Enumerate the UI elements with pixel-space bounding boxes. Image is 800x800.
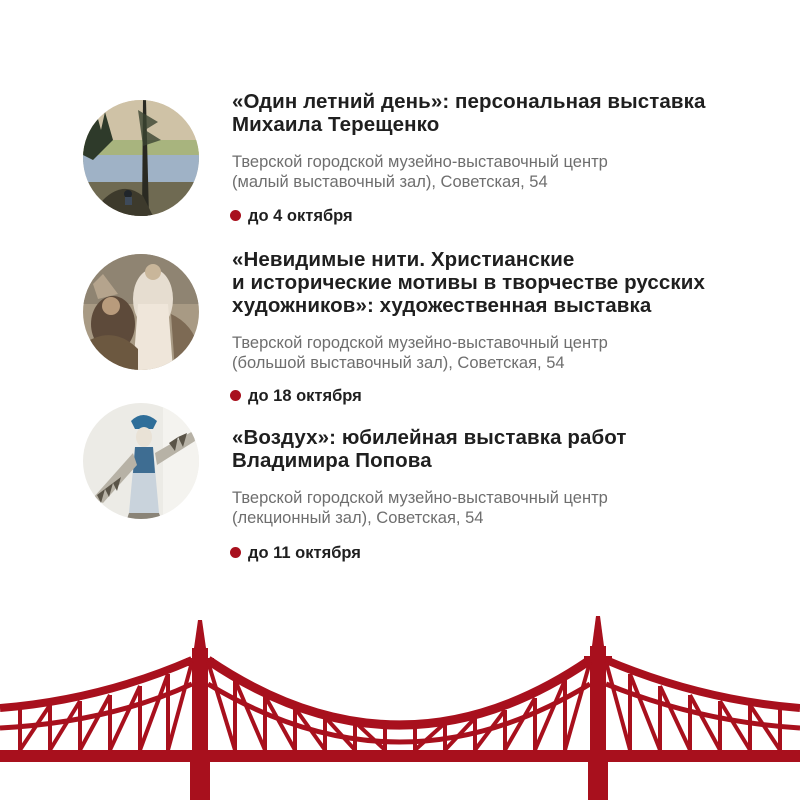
event-title: [232, 248, 772, 317]
bridge-deck: [0, 750, 800, 762]
event-title-line: художников»: художественная выставка: [232, 294, 652, 317]
bullet-icon: [230, 390, 241, 401]
bullet-icon: [230, 210, 241, 221]
event-title: [232, 426, 772, 472]
event-date: [230, 386, 362, 406]
bullet-icon: [230, 547, 241, 558]
event-title-line: «Один летний день»: персональная выставка: [232, 90, 706, 113]
event-thumbnail-sculpture: [83, 403, 199, 519]
event-title: [232, 90, 772, 136]
event-title-line: Владимира Попова: [232, 449, 432, 472]
bridge-spire-left: [194, 620, 206, 648]
event-venue: [232, 333, 772, 373]
event-text: [232, 248, 772, 373]
event-thumbnail-landscape: [83, 100, 199, 216]
event-venue-line: (малый выставочный зал), Советская, 54: [232, 173, 548, 191]
event-venue-line: Тверской городской музейно-выставочный центр: [232, 153, 608, 171]
event-date-text: до 4 октября: [248, 207, 353, 225]
event-date-text: до 18 октября: [248, 387, 362, 405]
event-venue-line: Тверской городской музейно-выставочный центр: [232, 334, 608, 352]
bridge-spire-right: [592, 616, 604, 646]
event-title-line: и исторические мотивы в творчестве русских: [232, 271, 705, 294]
bridge-illustration: [0, 600, 800, 800]
event-thumbnail-painting: [83, 254, 199, 370]
event-venue: [232, 488, 772, 528]
event-venue: [232, 152, 772, 192]
event-title-line: «Невидимые нити. Христианские: [232, 248, 575, 271]
event-text: [232, 426, 772, 528]
event-title-line: «Воздух»: юбилейная выставка работ: [232, 426, 627, 449]
event-venue-line: (большой выставочный зал), Советская, 54: [232, 354, 565, 372]
event-date: [230, 543, 361, 563]
event-date: [230, 206, 353, 226]
event-venue-line: Тверской городской музейно-выставочный центр: [232, 489, 608, 507]
event-date-text: до 11 октября: [248, 544, 361, 562]
event-text: [232, 90, 772, 192]
event-venue-line: (лекционный зал), Советская, 54: [232, 509, 484, 527]
event-title-line: Михаила Терещенко: [232, 113, 440, 136]
